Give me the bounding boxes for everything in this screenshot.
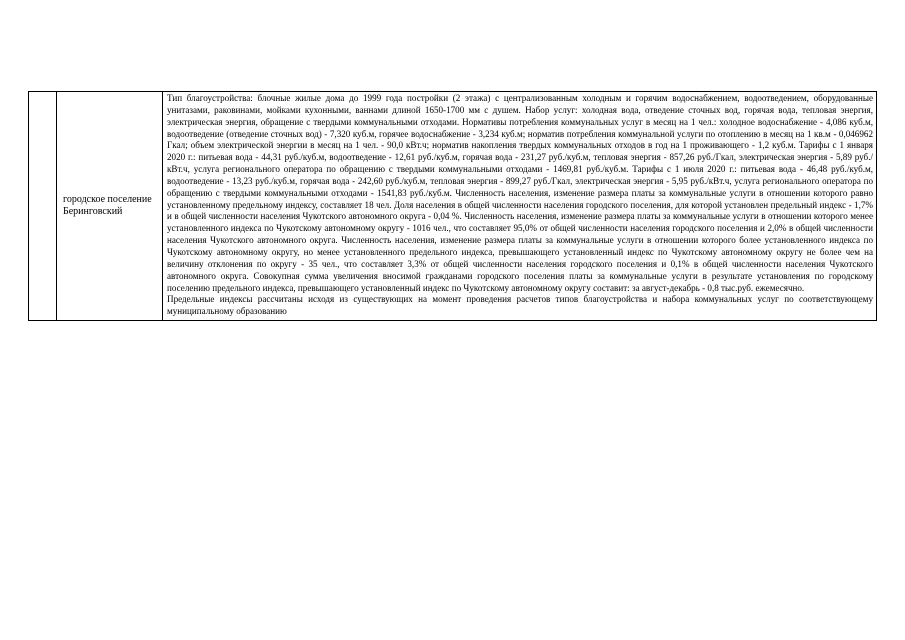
description-paragraph: Тип благоустройства: блочные жилые дома до 1999 года постройки (2 этажа) с централизованным холодным и горячим водоснабжением, водоотведением, оборудованные унитазами, раковинами, мойками кухонными, ваннами длиной 1650-1700 мм с душем. Набор услуг: холодная вода, отведение сточных вод, горячая вода, тепловая энергия, электрическая энергия, обращение с твердыми коммунальными отходами. Нормативы потребления коммунальных услуг в месяц на 1 чел.: холодное водоснабжение - 4,086 куб.м, водоотведение (отведение сточных вод) - 7,320 куб.м, горячее водоснабжение - 3,234 куб.м; норматив потребления коммунальной услуги по отоплению в месяц на 1 кв.м - 0,046962 Гкал; объем электрической энергии в месяц на 1 чел. - 90,0 кВт.ч; норматив накопления твердых коммунальных отходов в год на 1 проживающего - 1,2 куб.м. Тарифы с 1 января 2020 г.: питьевая вода - 44,31 руб./куб.м, водоотведение - 12,61 руб./куб.м, горячая вода - 231,27 руб./куб.м, тепловая энергия - 857,26 руб./Гкал, электрическая энергия - 5,89 руб./кВт.ч, услуга регионального оператора по обращению с твердыми коммунальными отходами - 1469,81 руб./куб.м. Тарифы с 1 июля 2020 г.: питьевая вода - 46,48 руб./куб.м, водоотведение - 13,23 руб./куб.м, горячая вода - 242,60 руб./куб.м, тепловая энергия - 899,27 руб./Гкал, электрическая энергия - 5,95 руб./кВт.ч, услуга регионального оператора по обращению с твердыми коммунальными отходами - 1541,83 руб./куб.м. Численность населения, изменение размера платы за коммунальные услуги в отношении которого равно установленному предельному индексу, составляет 18 чел. Доля населения в общей численности населения городского поселения, для которой установлен предельный индекс - 1,7% и в общей численности населения Чукотского автономного округа - 0,04 %. Численность населения, изменение размера платы за коммунальные услуги в отношении которого менее установленного индекса по Чукотскому автономному округу - 1016 чел., что составляет 95,0% от общей численности населения городского поселения и 2,0% в общей численности населения Чукотского автономного округа. Численность населения, изменение размера платы за коммунальные услуги в отношении которого более установленного индекса по Чукотскому автономному округу, но менее установленного предельного индекса, превышающего установленный индекс по Чукотскому автономному округу не более чем на величину отклонения по округу - 35 чел., что составляет 3,3% от общей численности населения городского поселения и 0,1% в общей численности населения Чукотского автономного округа. Совокупная сумма увеличения вносимой гражданами городского поселения платы за коммунальные услуги в результате установления по городскому поселению предельного индекса, превышающего установленный индекс по Чукотскому автономному округу составит: за август-декабрь - 0,8 тыс.руб. ежемесячно.: [167, 93, 873, 293]
description-cell: [163, 92, 877, 321]
table-row: [29, 92, 877, 321]
note-paragraph: Предельные индексы рассчитаны исходя из существующих на момент проведения расчетов типов благоустройства и набора коммунальных услуг по соответствующему муниципальному образованию: [167, 294, 873, 317]
row-number-cell: [29, 92, 57, 321]
tariff-table: [28, 91, 877, 321]
settlement-name-cell: городское поселение Беринговский: [57, 92, 163, 321]
